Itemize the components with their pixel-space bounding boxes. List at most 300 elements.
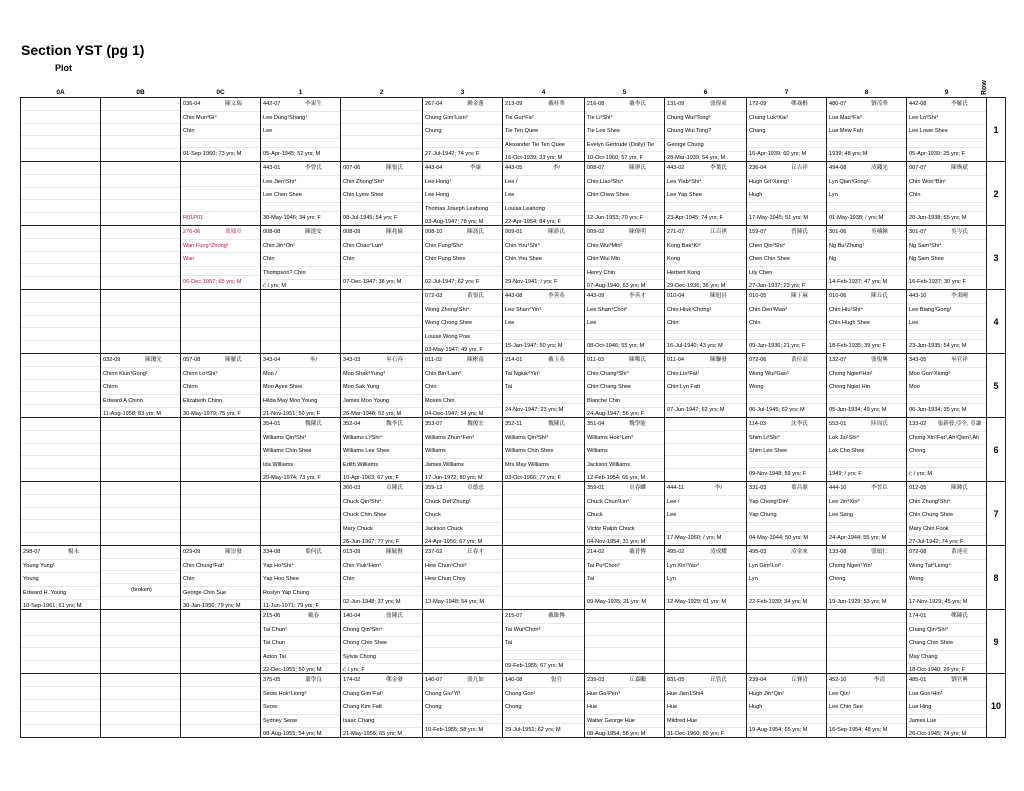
romanized-name: Chin Liao³Shi⁴: [585, 176, 664, 190]
english-name: Roslyn Yap Chung: [261, 587, 340, 601]
chinese-name: 吳楠鐘: [871, 229, 888, 235]
plot-cell: [181, 162, 261, 226]
english-name: Lily Chen: [747, 267, 826, 281]
record-header: [747, 98, 826, 112]
empty-plot: [665, 418, 746, 481]
chinese-name: [51, 674, 100, 686]
death-date-age-sex: 05-Apr-1945; 52 yrs; M: [263, 151, 321, 158]
english-name: [181, 328, 260, 341]
plot-code: 133-02: [909, 421, 927, 427]
english-name: Jackson Chuck: [423, 523, 502, 537]
plot-cell: [341, 610, 423, 674]
empty-plot: [181, 674, 260, 737]
english-surname: Young: [21, 573, 100, 587]
record-header: [101, 482, 180, 495]
english-surname: Tai: [585, 573, 664, 587]
plot-cell: [423, 674, 503, 738]
chinese-name: [371, 98, 422, 110]
plot-code: 213-09: [505, 101, 523, 107]
romanized-name: Lee Shan⁴Yin¹: [503, 304, 584, 318]
romanized-name: Lee Jin⁴Xin³: [827, 496, 906, 510]
grave-record: [423, 482, 502, 545]
record-header: [423, 546, 502, 560]
death-date-age-sex: 31-Dec-1960; 60 yrs; F: [667, 731, 725, 738]
chinese-name: 張頌仁: [871, 549, 888, 555]
english-surname: Lee: [665, 509, 746, 523]
plot-cell: [181, 482, 261, 546]
english-name: [181, 456, 260, 469]
romanized-name: Hugh Jin⁴Qin¹: [747, 688, 826, 702]
english-surname: Chung: [423, 125, 502, 139]
plot-code: 008-07: [587, 165, 605, 171]
plot-cell: [261, 546, 341, 610]
grave-record: [747, 290, 826, 353]
english-surname: Moo: [907, 381, 986, 395]
english-name: [747, 459, 826, 469]
english-name: [181, 267, 260, 277]
chinese-name: 沈李氏: [791, 421, 808, 427]
death-date-age-sex: [665, 469, 746, 481]
plot-code: 331-03: [749, 485, 767, 491]
english-surname: [261, 508, 340, 521]
death-date-age-sex: 23-Jun-1935; 54 yrs; M: [909, 343, 967, 350]
plot-cell: [907, 98, 987, 162]
death-date-age-sex: 02-Jun-1948; 37 yrs; M: [343, 599, 401, 606]
record-header: [665, 162, 746, 176]
english-name: Edward H. Young: [21, 587, 100, 601]
plot-code: 237-02: [425, 549, 443, 555]
plot-code: 172-09: [749, 101, 767, 107]
plot-code: 444-11: [667, 485, 685, 491]
death-date-age-sex: 16-Sep-1954; 48 yrs; M: [829, 727, 888, 734]
chinese-name: 丘管氏: [710, 677, 727, 683]
chinese-name: [131, 610, 180, 622]
plot-cell: [503, 418, 585, 482]
record-header: [907, 674, 986, 688]
romanized-name: [101, 623, 180, 636]
romanized-name: [503, 559, 584, 572]
death-date-age-sex: 1939; 48 yrs; M: [829, 151, 868, 158]
plot-code: 008-09: [343, 229, 361, 235]
record-header: [665, 610, 746, 623]
english-name: Henry Chin: [585, 267, 664, 281]
plot-code: 353-07: [425, 421, 443, 427]
plot-cell: [423, 418, 503, 482]
plot-cell: [747, 226, 827, 290]
chinese-name: 李晉臣: [871, 485, 888, 491]
romanized-name: Tie Li³Shi⁴: [585, 112, 664, 126]
english-surname: [827, 636, 906, 649]
english-name: Mary Chin Fook: [907, 523, 986, 537]
plot-cell: [341, 354, 423, 418]
romanized-name: [747, 623, 826, 636]
chinese-name: 陳鄭氏: [629, 357, 646, 363]
plot-cell: [261, 354, 341, 418]
plot-code: [667, 418, 695, 430]
plot-code: [103, 546, 131, 558]
plot-code: 215-06: [263, 613, 281, 619]
record-header: [21, 482, 100, 495]
death-date-age-sex: [101, 213, 180, 225]
chinese-name: 曾陳氏: [791, 229, 808, 235]
plot-cell: [665, 354, 747, 418]
empty-plot: [101, 290, 180, 353]
grave-record: [907, 226, 986, 289]
record-header: [423, 610, 502, 623]
grid-body: [21, 98, 1006, 738]
chinese-name: 陳游氏: [548, 229, 565, 235]
empty-plot: [665, 610, 746, 673]
english-name: [503, 267, 584, 277]
chinese-name: 巫石容: [386, 357, 403, 363]
romanized-name: Chinn Lo³Shi⁴: [181, 368, 260, 382]
record-header: [747, 482, 826, 496]
plot-code: [425, 610, 453, 622]
chinese-name: 巫/: [309, 357, 318, 363]
romanized-name: Lok Jiu¹Shi⁴: [827, 432, 906, 446]
romanized-name: Lyn Gim¹Loi³: [747, 560, 826, 574]
death-date-age-sex: 20-May-1974; 73 yrs; F: [263, 475, 321, 482]
empty-plot: [21, 354, 100, 417]
chinese-name: 陳丘氏: [871, 293, 888, 299]
english-name: [827, 523, 906, 533]
plot-code: [23, 482, 51, 494]
record-header: [341, 610, 422, 624]
chinese-name: [51, 482, 100, 494]
english-name: [261, 203, 340, 213]
grave-record: [261, 418, 340, 481]
record-header: [665, 354, 746, 368]
english-surname: Chin Wui Min: [585, 253, 664, 267]
english-name: [747, 395, 826, 405]
death-date-age-sex: /; / yrs; M: [909, 471, 932, 478]
death-date-age-sex: [827, 661, 906, 673]
english-surname: [341, 316, 422, 329]
grave-record: [261, 674, 340, 737]
romanized-name: Chong Giu¹Yi³: [423, 688, 502, 702]
chinese-name: 陳兆倫: [386, 229, 403, 235]
death-date-age-sex: [101, 533, 180, 545]
death-date-age-sex: 14-Feb-1937; 47 yrs; M: [829, 279, 888, 286]
english-name: [101, 648, 180, 661]
plot-cell: [827, 674, 907, 738]
plot-cell: [423, 482, 503, 546]
english-surname: Wong: [907, 573, 986, 587]
chinese-name: [533, 482, 584, 494]
plot-code: 553-01: [829, 421, 847, 427]
plot-grid: [20, 80, 1006, 738]
romanized-name: Hugh Git¹Xiong³: [747, 176, 826, 190]
english-surname: Ng: [827, 253, 906, 267]
record-header: [181, 610, 260, 623]
romanized-name: Chin Den¹Maa³: [747, 304, 826, 318]
empty-plot: [101, 418, 180, 481]
grave-record: [907, 418, 986, 481]
plot-cell: [21, 674, 101, 738]
romanized-name: Wong Tat⁶Liong⁴: [907, 560, 986, 574]
plot-cell: [665, 226, 747, 290]
grave-record: [423, 674, 502, 737]
english-surname: Chuck Chin Shee: [341, 509, 422, 523]
record-header: [585, 226, 664, 240]
english-surname: [181, 444, 260, 457]
death-date-age-sex: 27-Jul-1942; 74 yrs; F: [425, 151, 480, 158]
english-name: Moses Chin: [423, 395, 502, 409]
empty-plot: [21, 162, 100, 225]
record-header: [101, 98, 180, 111]
chinese-name: 魏陳氏: [548, 421, 565, 427]
english-name: [21, 136, 100, 149]
empty-plot: [827, 610, 906, 673]
record-header: [827, 226, 906, 240]
death-date-age-sex: [101, 277, 180, 289]
plot-cell: [341, 418, 423, 482]
record-header: [261, 418, 340, 432]
romanized-name: [341, 111, 422, 124]
plot-cell: [827, 98, 907, 162]
plot-cell: [907, 162, 987, 226]
grave-record: [585, 674, 664, 737]
english-surname: Hugh: [747, 701, 826, 715]
romanized-name: [101, 559, 180, 572]
death-date-age-sex: 18-Feb-1935; 39 yrs; F: [829, 343, 886, 350]
english-name: [503, 395, 584, 405]
plot-code: [23, 290, 51, 302]
romanized-name: Chin Hiuk¹Chong¹: [665, 304, 746, 318]
death-date-age-sex: [21, 725, 100, 737]
english-surname: [503, 508, 584, 521]
chinese-name: 卓春麟: [629, 485, 646, 491]
death-date-age-sex: 16-Apr-1939; 60 yrs; M: [749, 151, 807, 158]
plot-cell: [585, 226, 665, 290]
romanized-name: Lee Biang¹Gong¹: [907, 304, 986, 318]
english-name: [827, 587, 906, 597]
english-surname: Tai: [503, 637, 584, 651]
plot-cell: [423, 162, 503, 226]
grave-record: [747, 546, 826, 609]
english-surname: Ng Sam Shee: [907, 253, 986, 267]
record-header: [907, 482, 986, 496]
plot-cell: [665, 546, 747, 610]
english-name: [341, 587, 422, 597]
plot-code: 301-06: [829, 229, 847, 235]
plot-code: 360-03: [343, 485, 361, 491]
english-surname: Tai Chun: [261, 637, 340, 651]
death-date-age-sex: [101, 597, 180, 609]
record-header: [665, 546, 746, 560]
column-header: 2: [341, 83, 423, 98]
plot-cell: [907, 418, 987, 482]
romanized-name: Chin You³Shi⁴: [503, 240, 584, 254]
romanized-name: [21, 431, 100, 444]
record-header: [827, 482, 906, 496]
english-surname: Kong: [665, 253, 746, 267]
record-header: [261, 482, 340, 495]
grave-record: [181, 226, 260, 289]
chinese-name: 凌錢光: [871, 165, 888, 171]
english-name: [503, 520, 584, 533]
english-name: Victor Ralph Chuck: [585, 523, 664, 537]
english-surname: Chin You Shee: [503, 253, 584, 267]
plot-cell: [181, 354, 261, 418]
chinese-name: 陳彬南: [467, 357, 484, 363]
death-date-age-sex: [503, 533, 584, 545]
chinese-name: 李曾氏: [305, 165, 322, 171]
english-surname: Williams Chin Shee: [261, 445, 340, 459]
record-header: [907, 98, 986, 112]
row-number: 10: [987, 674, 1006, 738]
chinese-name: 黃達亮: [951, 549, 968, 555]
record-header: [181, 674, 260, 687]
record-header: [503, 226, 584, 240]
english-surname: [585, 636, 664, 649]
grave-record: [585, 290, 664, 353]
romanized-name: Lee Shan⁴Choi³: [585, 304, 664, 318]
plot-code: 013-09: [343, 549, 361, 555]
romanized-name: [101, 111, 180, 124]
empty-plot: [21, 226, 100, 289]
romanized-name: Chin Zhung¹Shi⁴: [907, 496, 986, 510]
romanized-name: Tai Chun¹: [261, 624, 340, 638]
chinese-name: 丘賽清: [791, 677, 808, 683]
plot-cell: [503, 226, 585, 290]
romanized-name: Chung Gim¹Lien³: [423, 112, 502, 126]
plot-cell: [261, 226, 341, 290]
record-header: [341, 162, 422, 176]
chinese-name: 萬鳳章: [225, 229, 242, 235]
english-surname: Lee Hong: [423, 189, 502, 203]
grave-record: [423, 226, 502, 289]
grave-record: [503, 610, 584, 673]
plot-cell: [747, 482, 827, 546]
column-header: 4: [503, 83, 585, 98]
plot-cell: [585, 610, 665, 674]
chinese-name: 李康: [469, 165, 482, 171]
english-surname: Williams: [585, 445, 664, 459]
grave-record: [585, 546, 664, 609]
romanized-name: Chin Mun³Gi⁴: [181, 112, 260, 126]
empty-plot: [341, 98, 422, 161]
english-name: [21, 712, 100, 725]
grave-record: [907, 674, 986, 737]
romanized-name: Chin Jin⁴On¹: [261, 240, 340, 254]
plot-code: 443-08: [505, 293, 523, 299]
record-header: [101, 546, 180, 559]
plot-code: 494-08: [829, 165, 847, 171]
plot-cell: [665, 162, 747, 226]
death-date-age-sex: [21, 661, 100, 673]
chinese-name: 張官: [550, 677, 563, 683]
record-header: [827, 418, 906, 432]
english-name: [747, 587, 826, 597]
record-header: [341, 290, 422, 303]
plot-cell: [181, 226, 261, 290]
english-surname: Chong: [907, 445, 986, 459]
english-name: [261, 328, 340, 341]
romanized-name: Chin Chao⁴Lun³: [341, 240, 422, 254]
romanized-name: Chong Ngen⁵Yin¹: [827, 560, 906, 574]
grave-record: [827, 290, 906, 353]
record-header: [261, 98, 340, 112]
row-number: 9: [987, 610, 1006, 674]
death-date-age-sex: 24-Apr-1944; 55 yrs; M: [829, 535, 887, 542]
death-date-age-sex: 24-Apr-1956; 67 yrs; M: [425, 539, 483, 546]
death-date-age-sex: 09-Jan-1936; 21 yrs; F: [749, 343, 806, 350]
romanized-name: Tai Pu³Chon³: [585, 560, 664, 574]
grave-record: [423, 290, 502, 353]
grave-record: [21, 546, 100, 609]
column-header: 0B: [101, 83, 181, 98]
english-surname: Chong Chin Shee: [341, 637, 422, 651]
record-header: [907, 418, 986, 432]
romanized-name: Ng Bu¹Zhung¹: [827, 240, 906, 254]
death-date-age-sex: 03-Aug-1947; 78 yrs; M: [425, 219, 484, 226]
chinese-name: [211, 290, 260, 302]
plot-code: [23, 418, 51, 430]
death-date-age-sex: 30-May-1946; 34 yrs; F: [263, 215, 321, 222]
plot-cell: [341, 546, 423, 610]
chinese-name: 吳岑氏: [951, 229, 968, 235]
death-date-age-sex: 30-Jan-1956; 79 yrs; M: [183, 603, 241, 610]
english-surname: Chinn: [181, 381, 260, 395]
death-date-age-sex: 09-May-1935; 21 yrs; M: [587, 599, 647, 606]
plot-cell: [503, 290, 585, 354]
chinese-name: [615, 610, 664, 622]
english-name: [21, 456, 100, 469]
death-date-age-sex: 16-Feb-1937; 30 yrs; F: [909, 279, 966, 286]
english-surname: [665, 444, 746, 457]
plot-cell: [827, 354, 907, 418]
record-header: [665, 482, 746, 496]
grave-record: [261, 162, 340, 225]
chinese-name: 黃位高: [791, 357, 808, 363]
grave-record: [181, 98, 260, 161]
english-name: [423, 587, 502, 597]
english-surname: Chong: [423, 701, 502, 715]
record-header: [21, 418, 100, 431]
grave-record: [585, 226, 664, 289]
death-date-age-sex: /; / yrs; F: [343, 667, 365, 674]
plot-code: 267-04: [425, 101, 443, 107]
record-header: [423, 226, 502, 240]
chinese-name: [51, 226, 100, 238]
grave-record: [423, 546, 502, 609]
chinese-name: 戴桂華: [548, 101, 565, 107]
romanized-name: Chuck Qin³Shi⁴: [341, 496, 422, 510]
plot-cell: [747, 674, 827, 738]
chinese-name: [291, 482, 340, 494]
plot-row: [21, 546, 1006, 610]
english-surname: Hugh: [747, 189, 826, 203]
plot-cell: [261, 290, 341, 354]
english-surname: Moo Sak Yung: [341, 381, 422, 395]
plot-code: [183, 674, 211, 686]
death-date-age-sex: [21, 213, 100, 225]
death-date-age-sex: 23-Apr-1945; 74 yrs; F: [667, 215, 723, 222]
chinese-name: 卓陳氏: [386, 485, 403, 491]
grave-record: [907, 546, 986, 609]
english-name: Mrs May Williams: [503, 459, 584, 473]
romanized-name: Lue Mao⁴Fa³: [827, 112, 906, 126]
death-date-age-sex: 09-Feb-1955; 67 yrs; M: [505, 663, 564, 670]
record-header: [827, 674, 906, 688]
plot-code: 114-03: [749, 421, 767, 427]
death-date-age-sex: [21, 469, 100, 481]
grave-record: [747, 418, 826, 481]
grave-record: [181, 546, 260, 609]
plot-cell: [585, 290, 665, 354]
romanized-name: Young Yung¹: [21, 560, 100, 574]
